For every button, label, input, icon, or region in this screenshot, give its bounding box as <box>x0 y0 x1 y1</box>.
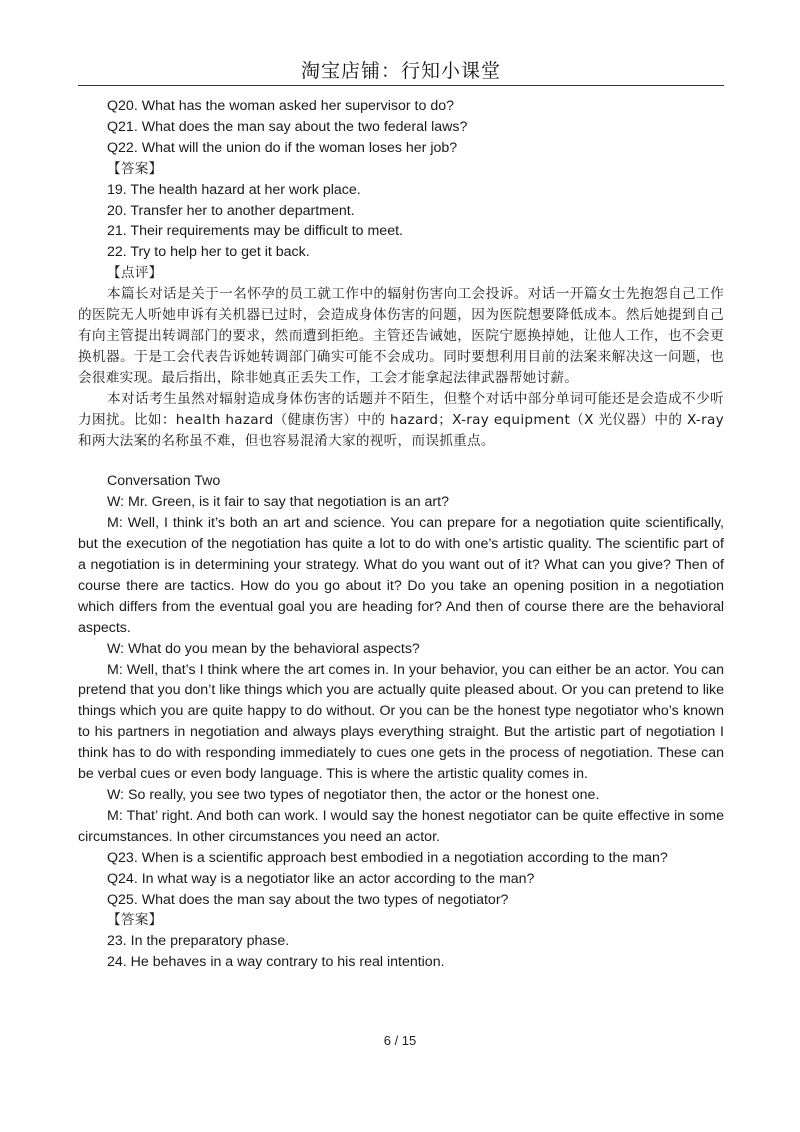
dialogue-line: W: Mr. Green, is it fair to say that negotiation is an art? <box>107 494 449 511</box>
question-q20: Q20. What has the woman asked her supervisor to do? <box>107 98 454 114</box>
answer-21: 21. Their requirements may be difficult to meet. <box>107 223 403 240</box>
answer-23: 23. In the preparatory phase. <box>107 933 290 950</box>
dialogue-line: M: Well, that’s I think where the art comes in. In your behavior, you can either be an actor. You can pretend that you don’t like things which you are actually quite pleased about. Or you can pretend to like things which you are quite happy to do without. Or you can be the honest type negotiator who’s known to his partners in negotiation and always plays everything straight. But the artistic part of negotiation I think has to do with responding immediately to cues one gets in the process of negotiation. These can be verbal cues or even body language. This is where the artistic quality comes in. <box>78 661 724 783</box>
answer-24: 24. He behaves in a way contrary to his real intention. <box>107 954 445 971</box>
document-body <box>78 96 724 973</box>
answer-22: 22. Try to help her to get it back. <box>107 244 310 261</box>
comment-heading: 【点评】 <box>107 265 163 282</box>
dialogue-line: M: That’ right. And both can work. I would say the honest negotiator can be quite effective in some circumstances. In other circumstances you need an actor. <box>78 807 724 845</box>
conversation-title: Conversation Two <box>107 473 221 490</box>
dialogue-line: W: What do you mean by the behavioral aspects? <box>107 640 420 657</box>
spacer <box>78 451 724 471</box>
answer-heading: 【答案】 <box>107 160 163 177</box>
comment-paragraph: 本篇长对话是关于一名怀孕的员工就工作中的辐射伤害向工会投诉。对话一开篇女士先抱怨自己工作的医院无人听她申诉有关机器已过时，会造成身体伤害的问题，因为医院想要降低成本。然后她提到自己有向主管提出转调部门的要求，然而遭到拒绝。主管还告诫她，医院宁愿换掉她，让他人工作，也不会更换机器。于是工会代表告诉她转调部门确实可能不会成功。同时要想利用目前的法案来解决这一问题，也会很难实现。最后指出，除非她真正丢失工作，工会才能拿起法律武器帮她讨薪。 <box>78 286 724 386</box>
page-header-title: 淘宝店铺：行知小课堂 <box>300 60 501 82</box>
page-number: 6 / 15 <box>383 1033 417 1048</box>
question-q22: Q22. What will the union do if the woman loses her job? <box>107 139 458 156</box>
answer-heading: 【答案】 <box>107 912 163 929</box>
header-divider <box>78 85 724 86</box>
answer-20: 20. Transfer her to another department. <box>107 202 355 219</box>
comment-paragraph: 本对话考生虽然对辐射造成身体伤害的话题并不陌生，但整个对话中部分单词可能还是会造成不少听力困扰。比如：health hazard（健康伤害）中的 hazard；X-ray equipment（X 光仪器）中的 X-ray 和两大法案的名称虽不难，但也容易混淆大家的视听，而误抓重点。 <box>78 390 724 449</box>
dialogue-line: W: So really, you see two types of negotiator then, the actor or the honest one. <box>107 787 600 803</box>
question-q21: Q21. What does the man say about the two federal laws? <box>107 118 468 135</box>
question-q24: Q24. In what way is a negotiator like an actor according to the man? <box>107 870 535 887</box>
answer-19: 19. The health hazard at her work place. <box>107 181 361 198</box>
dialogue-line: M: Well, I think it’s both an art and science. You can prepare for a negotiation quite scientifically, but the execution of the negotiation has quite a lot to do with one’s artistic quality. The scientific part of a negotiation is in determining your strategy. What do you want out of it? What can you give? Then of course there are tactics. How do you go about it? Do you take an opening position in a negotiation which differs from the eventual goal you are heading for? And then of course there are the behavioral aspects. <box>78 515 724 636</box>
question-q25: Q25. What does the man say about the two types of negotiator? <box>107 891 509 908</box>
question-q23: Q23. When is a scientific approach best embodied in a negotiation according to the man? <box>107 849 668 866</box>
